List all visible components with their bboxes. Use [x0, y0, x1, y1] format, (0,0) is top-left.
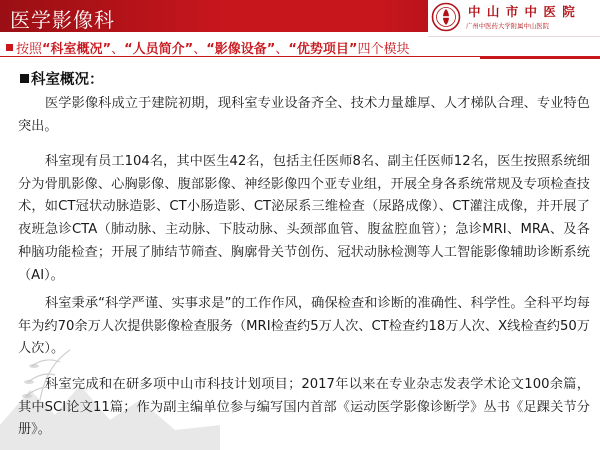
hospital-logo	[428, 0, 600, 37]
module-item: “影像设备”	[206, 41, 276, 57]
header-divider	[0, 56, 480, 57]
paragraph-service: 科室秉承“科学严谨、实事求是”的工作作风，确保检查和诊断的准确性、科学性。全科平均每年为约70余万人次提供影像检查服务（MRI检查约5万人次、CT检查约18万人次、X线检查约50万人次）。	[18, 296, 590, 357]
subtitle-prefix: 按照	[16, 41, 43, 57]
paragraph-intro: 医学影像科成立于建院初期，现科室专业设备齐全、技术力量雄厚、人才梯队合理、专业特色突出。	[18, 96, 590, 134]
module-separator: 、	[275, 41, 289, 57]
section-heading-text: 科室概况：	[31, 72, 104, 88]
section-heading	[20, 68, 104, 89]
paragraph-staff: 科室现有员工104名，其中医生42名，包括主任医师8名、副主任医师12名，医生按照系统细分为骨肌影像、心胸影像、腹部影像、神经影像四个亚专业组，开展全身各系统常规及专项检查技术，如CT冠状动脉造影、CT小肠造影、CT泌尿系三维检查（尿路成像）、CT灌注成像，并开展了夜班急诊CTA（肺动脉、主动脉、下肢动脉、头颈部血管、腹盆腔血管）；急诊MRI、MRA、及各种脑功能检查；开展了肺结节筛查、胸廓骨关节创伤、冠状动脉检测等人工智能影像辅助诊断系统（AI）。	[18, 154, 590, 283]
module-item: “人员简介”	[124, 41, 194, 57]
module-separator: 、	[193, 41, 207, 57]
header-divider-accent	[480, 56, 600, 59]
hospital-name: 中 山 市 中 医 院	[468, 4, 576, 19]
module-item: “科室概况”	[42, 41, 112, 57]
hospital-emblem-icon	[431, 2, 461, 32]
subtitle-bullet-icon	[6, 44, 13, 51]
subtitle-suffix: 四个模块	[357, 41, 410, 57]
heading-bullet-icon	[20, 74, 29, 83]
module-subtitle	[6, 38, 409, 56]
hospital-subname: 广州中医药大学附属中山医院	[466, 22, 550, 30]
module-separator: 、	[111, 41, 125, 57]
page-title: 医学影像科	[10, 8, 115, 32]
module-item: “优势项目”	[288, 41, 358, 57]
paragraph-research: 科室完成和在研多项中山市科技计划项目；2017年以来在专业杂志发表学术论文100余篇，其中SCI论文11篇；作为副主编单位参与编写国内首部《运动医学影像诊断学》丛书《足踝关节分册》。	[18, 377, 590, 438]
